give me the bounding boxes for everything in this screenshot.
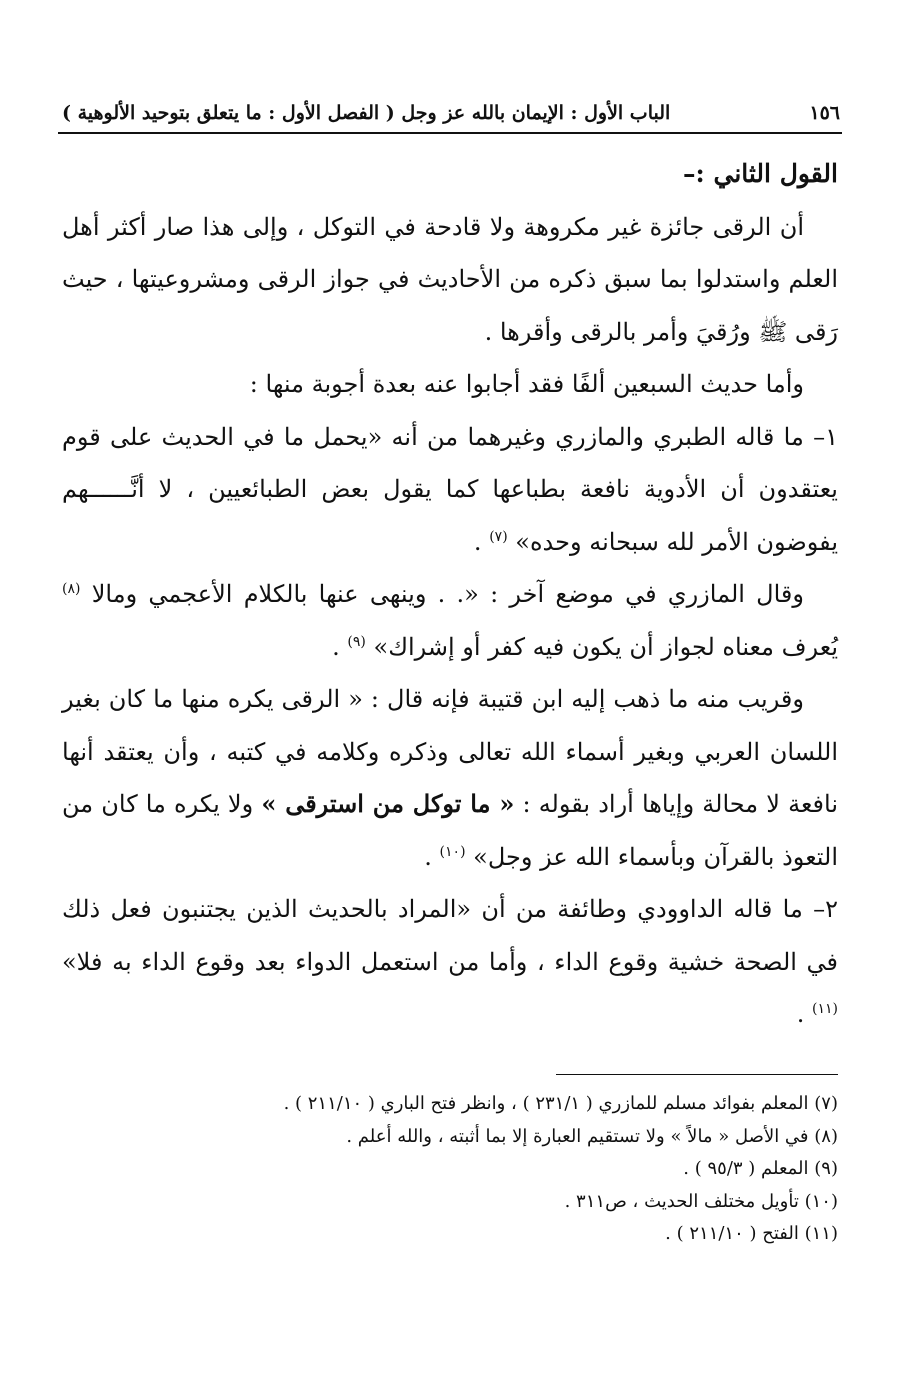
footnote-11: (١١) الفتح ( ٢١١/١٠ ) .: [665, 1223, 838, 1244]
paragraph-5: [62, 673, 838, 883]
page-number: ١٥٦: [809, 102, 840, 124]
paragraph-5-text-b: ولا يكره ما كان من التعوذ بالقرآن وبأسماء الله عز وجل»: [62, 790, 838, 871]
footnote-7: (٧) المعلم بفوائد مسلم للمازري ( ٢٣١/١ ) ، وانظر فتح الباري ( ٢١١/١٠ ) .: [283, 1093, 838, 1114]
paragraph-2: وأما حديث السبعين ألفًا فقد أجابوا عنه بعدة أجوبة منها :: [249, 370, 804, 398]
paragraph-3-text: ١– ما قاله الطبري والمازري وغيرهما من أنه «يحمل ما في الحديث على قوم يعتقدون أن الأدوية نافعة بطباعها كما يقول بعض الطبائعيين ، لا أنَّــــــهم يفوضون الأمر لله سبحانه وحده»: [62, 422, 838, 556]
hadith-quote: « ما توكل من استرقى »: [261, 789, 515, 818]
paragraph-3: [62, 411, 838, 569]
main-text: [62, 148, 838, 1041]
paragraph-4-text-b: يُعرف معناه لجواز أن يكون فيه كفر أو إشراك»: [373, 632, 838, 661]
running-title: الباب الأول : الإيمان بالله عز وجل ( الفصل الأول : ما يتعلق بتوحيد الألوهية ): [62, 102, 671, 124]
footnote-ref-7[interactable]: (٧): [489, 528, 508, 545]
paragraph-1: أن الرقى جائزة غير مكروهة ولا قادحة في التوكل ، وإلى هذا صار أكثر أهل العلم واستدلوا بما سبق ذكره من الأحاديث في جواز الرقى ومشروعيتها ، حيث رَقى ﷺ ورُقيَ وأمر بالرقى وأقرها .: [62, 212, 838, 346]
paragraph-6-text: ٢– ما قاله الداوودي وطائفة من أن «المراد بالحديث الذين يجتنبون فعل ذلك في الصحة خشية وقوع الداء ، وأما من استعمل الدواء بعد وقوع الداء به فلا»: [62, 895, 838, 976]
footnote-ref-11[interactable]: (١١): [812, 1001, 838, 1017]
footnote-8: (٨) في الأصل « مالاً » ولا تستقيم العبارة إلا بما أثبته ، والله أعلم .: [346, 1125, 838, 1147]
paragraph-4: [62, 568, 838, 673]
header-rule: [58, 132, 842, 134]
footnote-ref-8[interactable]: (٨): [62, 581, 81, 597]
paragraph-5-text: وقريب منه ما ذهب إليه ابن قتيبة فإنه قال : « الرقى يكره منها ما كان بغير اللسان العربي وبغير أسماء الله تعالى وذكره وكلامه في كتبه ، وأن يعتقد أنها نافعة لا محالة وإياها أراد بقوله :: [62, 685, 839, 818]
section-heading: القول الثاني :–: [683, 159, 838, 188]
paragraph-3-end: .: [473, 527, 490, 556]
footnote-9: (٩) المعلم ( ٩٥/٣ ) .: [683, 1158, 838, 1179]
footnote-ref-9[interactable]: (٩): [347, 633, 366, 650]
paragraph-4-end: .: [332, 632, 348, 661]
footnote-rule: [556, 1074, 838, 1075]
paragraph-6: [62, 883, 838, 1041]
paragraph-6-end: .: [796, 1000, 813, 1028]
footnotes: [120, 1088, 838, 1251]
footnote-ref-10[interactable]: (١٠): [439, 843, 466, 860]
paragraph-5-end: .: [424, 842, 440, 871]
footnote-10: (١٠) تأويل مختلف الحديث ، ص٣١١ .: [564, 1190, 838, 1212]
page-header: [62, 96, 840, 130]
paragraph-4-text: وقال المازري في موضع آخر : «. . وينهى عنها بالكلام الأعجمي ومالا: [91, 580, 804, 608]
